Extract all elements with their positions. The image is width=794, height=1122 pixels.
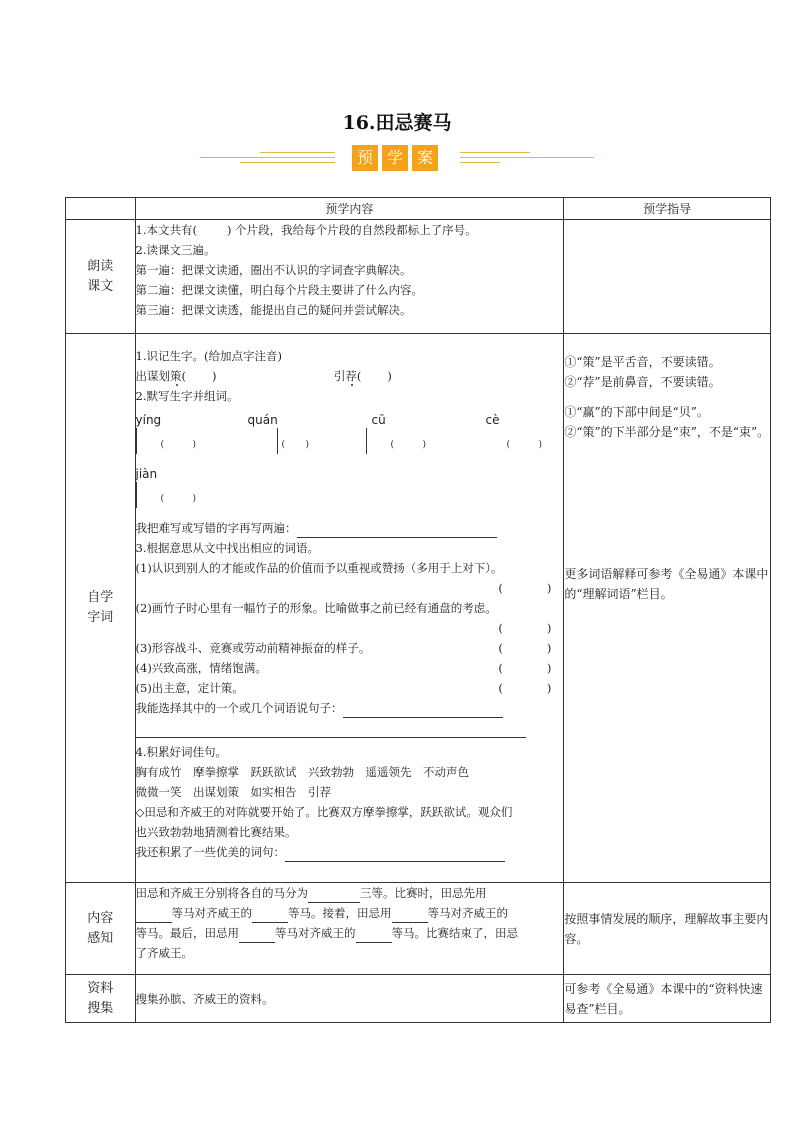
study-table bbox=[65, 197, 771, 1023]
vocab-content: 1.识记生字。(给加点字注音) 出谋划策( ) 引荐( ) 2.默写生字并组词。 yíng quán cū cè ( ) ( ) ( ) ( ) jiàn ( ) 我把难写或写错的字再写两遍： 3.根据意思从文中找出相应的词语。 (1)认识到别人的才能或作品的价值而予以重视或赞扬（多用于上对下）。 ( ) (2)画竹子时心里有一幅竹子的形象。比喻做事之前已经有通盘的考虑。 ( ) (3)形容战斗、竞赛或劳动前精神振奋的样子。 ( ) (4)兴致高涨，情绪饱满。 ( ) (5)出主意，定计策。 ( ) 我能选择其中的一个或几个词语说句子： 4.积累好词佳句。 胸有成竹 摩拳擦掌 跃跃欲试 兴致勃勃 遥遥领先 不动声色 微微一笑 出谋划策 如实相告 引荐 ◇田忌和齐威王的对阵就要开始了。比赛双方摩拳擦掌，跃跃欲试。观众们 也兴致勃勃地猜测着比赛结果。 我还积累了一些优美的词句： bbox=[135, 334, 564, 883]
reading-content: 1.本文共有( ) 个片段，我给每个片段的自然段都标上了序号。 2.读课文三遍。 第一遍：把课文读通，圈出不认识的字词查字典解决。 第二遍：把课文读懂，明白每个片段主要讲了什么内容。 第三遍：把课文读透，能提出自己的疑问并尝试解决。 bbox=[135, 220, 564, 334]
banner-char-1: 预 bbox=[352, 145, 378, 171]
row-label-reading: 朗读 课文 bbox=[66, 220, 136, 334]
content-guide: 按照事情发展的顺序，理解故事主要内容。 bbox=[564, 883, 771, 975]
title-banner bbox=[200, 143, 594, 173]
row-label-material: 资料 搜集 bbox=[66, 975, 136, 1023]
header-content: 预学内容 bbox=[135, 198, 564, 220]
vocab-guide: ①“策”是平舌音，不要读错。 ②“荐”是前鼻音，不要读错。 ①“赢”的下部中间是“贝”。 ②“策”的下半部分是“朿”，不是“束”。 更多词语解释可参考《全易通》本课中的“理解词语”栏目。 bbox=[564, 334, 771, 883]
content-text: 田忌和齐威王分别将各自的马分为 三等。比赛时，田忌先用 等马对齐威王的 等马。接着，田忌用 等马对齐威王的 等马。最后，田忌用 等马对齐威王的 等马。比赛结束了，田忌 了齐威王。 bbox=[135, 883, 564, 975]
row-label-vocab: 自学 字词 bbox=[66, 334, 136, 883]
header-guide: 预学指导 bbox=[564, 198, 771, 220]
page-title: 16.田忌赛马 bbox=[342, 112, 452, 134]
material-guide: 可参考《全易通》本课中的“资料快速易查”栏目。 bbox=[564, 975, 771, 1023]
banner-char-3: 案 bbox=[412, 145, 438, 171]
writing-boxes: ( ) ( ) ( ) ( ) bbox=[136, 428, 564, 454]
material-text: 搜集孙膑、齐威王的资料。 bbox=[135, 975, 564, 1023]
row-label-content: 内容 感知 bbox=[66, 883, 136, 975]
banner-char-2: 学 bbox=[382, 145, 408, 171]
